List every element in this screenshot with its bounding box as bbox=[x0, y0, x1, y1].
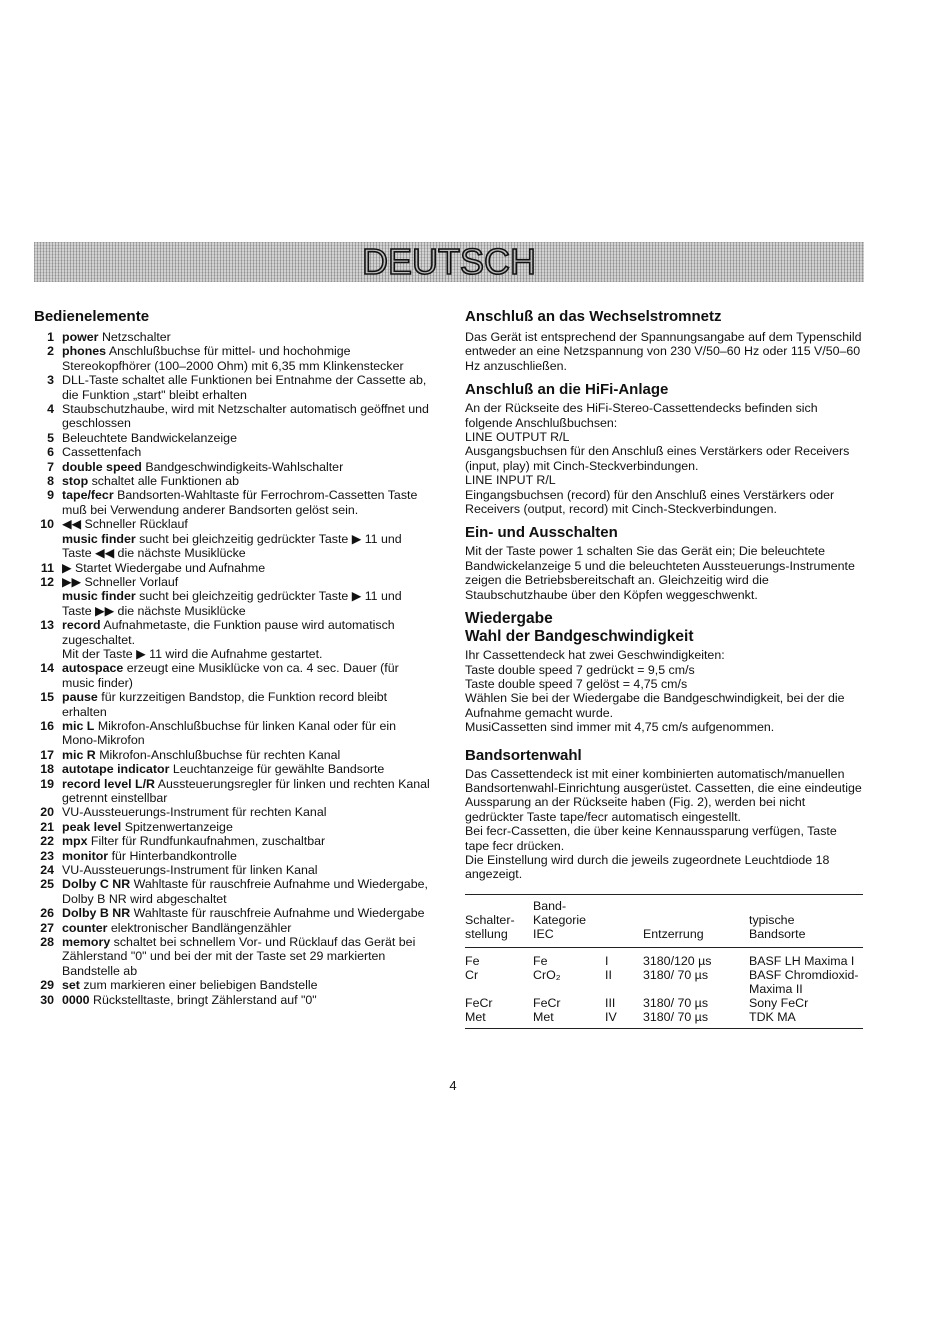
item-number: 27 bbox=[40, 920, 54, 935]
list-item bbox=[34, 647, 434, 661]
item-number: 26 bbox=[40, 906, 54, 921]
item-number: 19 bbox=[40, 776, 54, 791]
item-text: Dolby B NR Wahltaste für rauschfreie Aufnahme und Wiedergabe bbox=[62, 906, 425, 921]
list-item bbox=[34, 935, 434, 978]
list-item bbox=[34, 993, 434, 1007]
item-number: 12 bbox=[40, 574, 54, 589]
list-item bbox=[34, 460, 434, 474]
table-cell: CrO₂ bbox=[533, 967, 561, 982]
item-text: monitor für Hinterbandkontrolle bbox=[62, 848, 237, 863]
table-row bbox=[465, 947, 863, 968]
table-cell: 3180/ 70 µs bbox=[643, 1009, 709, 1024]
item-text: VU-Aussteuerungs-Instrument für rechten Kanal bbox=[62, 805, 327, 820]
paragraph: Die Einstellung wird durch die jeweils zugeordnete Leuchtdiode 18 angezeigt. bbox=[465, 852, 830, 882]
tape-type-table bbox=[465, 894, 863, 1029]
table-cell: Cr bbox=[465, 967, 479, 982]
list-item bbox=[34, 402, 434, 431]
paragraph: Das Cassettendeck ist mit einer kombinierten automatisch/manuellen Bandsortenwahl-Einrichtung ausgerüstet. Cassetten, die eine eindeutige Aussparung an der Rückseite haben (Fig. 2), werden bei nicht gedrückter Taste tape/fecr automatisch eingestellt. bbox=[465, 766, 862, 824]
list-item bbox=[34, 719, 434, 748]
item-number: 5 bbox=[47, 430, 54, 445]
item-number: 9 bbox=[47, 488, 54, 503]
list-item bbox=[34, 589, 434, 618]
item-number: 15 bbox=[40, 690, 54, 705]
table-cell: II bbox=[605, 967, 612, 982]
table-header-row bbox=[465, 894, 863, 947]
col-header: Entzerrung bbox=[643, 926, 704, 941]
list-item bbox=[34, 532, 434, 561]
table-cell: Met bbox=[533, 1009, 554, 1024]
item-number bbox=[34, 589, 62, 618]
list-item bbox=[34, 344, 434, 373]
list-item bbox=[34, 805, 434, 819]
item-text: autotape indicator Leuchtanzeige für gewählte Bandsorte bbox=[62, 762, 385, 777]
list-item bbox=[34, 431, 434, 445]
item-number: 21 bbox=[40, 819, 54, 834]
table-cell: FeCr bbox=[533, 995, 561, 1010]
table-cell: BASF Chromdioxid- Maxima II bbox=[749, 967, 859, 996]
item-text: double speed Bandgeschwindigkeits-Wahlschalter bbox=[62, 459, 344, 474]
table-body bbox=[465, 947, 863, 1028]
list-item bbox=[34, 618, 434, 647]
list-item bbox=[34, 820, 434, 834]
item-text: mic R Mikrofon-Anschlußbuchse für rechten Kanal bbox=[62, 747, 341, 762]
paragraph: Eingangsbuchsen (record) für den Anschluß eines Verstärkers oder Receivers (output, record) mit Cinch-Steckverbindungen. bbox=[465, 487, 835, 517]
item-text: Staubschutzhaube, wird mit Netzschalter automatisch geöffnet und geschlossen bbox=[62, 402, 429, 431]
list-item bbox=[34, 978, 434, 992]
table-row bbox=[465, 996, 863, 1010]
section-heading: Anschluß an das Wechselstromnetz bbox=[465, 308, 722, 325]
list-item bbox=[34, 877, 434, 906]
item-number: 2 bbox=[47, 344, 54, 359]
paragraph: LINE OUTPUT R/L bbox=[465, 430, 570, 445]
item-number: 1 bbox=[47, 330, 54, 344]
section-power bbox=[465, 308, 863, 373]
item-number: 29 bbox=[40, 978, 54, 993]
item-number: 22 bbox=[40, 834, 54, 849]
table-cell: IV bbox=[605, 1009, 617, 1024]
page-number: 4 bbox=[449, 1078, 457, 1093]
item-number: 20 bbox=[40, 805, 54, 820]
item-number bbox=[34, 532, 62, 561]
item-number: 6 bbox=[47, 445, 54, 460]
table-cell: TDK MA bbox=[749, 1009, 796, 1024]
item-number: 30 bbox=[40, 992, 54, 1007]
table-cell: III bbox=[605, 995, 616, 1010]
item-number: 23 bbox=[40, 848, 54, 863]
item-text: ▶ Startet Wiedergabe und Aufnahme bbox=[62, 560, 266, 575]
item-text: Dolby C NR Wahltaste für rauschfreie Aufnahme und Wiedergabe, Dolby B NR wird abgeschaltet bbox=[62, 877, 428, 906]
list-item bbox=[34, 517, 434, 531]
table-cell: 3180/ 70 µs bbox=[643, 967, 709, 982]
paragraph: An der Rückseite des HiFi-Stereo-Cassettendecks befinden sich folgende Anschlußbuchsen: bbox=[465, 401, 818, 430]
paragraph: Ihr Cassettendeck hat zwei Geschwindigkeiten: bbox=[465, 648, 725, 663]
item-text: tape/fecr Bandsorten-Wahltaste für Ferrochrom-Cassetten Taste muß bei Verwendung anderer Bandsorten gelöst sein. bbox=[62, 488, 418, 517]
item-text: set zum markieren einer beliebigen Bandstelle bbox=[62, 978, 318, 993]
list-item bbox=[34, 561, 434, 575]
item-number: 28 bbox=[40, 935, 54, 950]
list-item bbox=[34, 661, 434, 690]
item-text: record Aufnahmetaste, die Funktion pause wird automatisch zugeschaltet. bbox=[62, 618, 395, 647]
section-onoff bbox=[465, 524, 863, 602]
item-text: ◀◀ Schneller Rücklauf bbox=[62, 517, 188, 532]
table-cell: FeCr bbox=[465, 995, 493, 1010]
language-banner bbox=[34, 242, 864, 282]
table-cell: I bbox=[605, 953, 609, 968]
list-item bbox=[34, 748, 434, 762]
item-number: 14 bbox=[40, 661, 54, 676]
controls-column bbox=[34, 308, 434, 1007]
item-text: counter elektronischer Bandlängenzähler bbox=[62, 920, 292, 935]
item-number: 8 bbox=[47, 474, 54, 489]
item-number: 24 bbox=[40, 863, 54, 878]
controls-list bbox=[34, 330, 434, 1007]
paragraph: Mit der Taste power 1 schalten Sie das Gerät ein; Die beleuchtete Bandwickelanzeige 5 und die beleuchteten Aussteuerungs-Instrumente zeigen die Betriebsbereitschaft an. Gleichzeitig wird die Staubschutzhaube über den Köpfen weggeschwenkt. bbox=[465, 544, 855, 602]
list-item bbox=[34, 863, 434, 877]
list-item bbox=[34, 690, 434, 719]
item-text: mic L Mikrofon-Anschlußbuchse für linken Kanal oder für ein Mono-Mikrofon bbox=[62, 718, 397, 748]
section-heading: Ein- und Ausschalten bbox=[465, 524, 618, 542]
table-cell: BASF LH Maxima I bbox=[749, 953, 855, 968]
table-cell: Fe bbox=[465, 953, 480, 968]
item-number: 17 bbox=[40, 747, 54, 762]
item-text: Beleuchtete Bandwickelanzeige bbox=[62, 430, 237, 445]
banner-title: DEUTSCH bbox=[361, 241, 536, 282]
list-item bbox=[34, 575, 434, 589]
list-item bbox=[34, 849, 434, 863]
item-text: stop schaltet alle Funktionen ab bbox=[62, 474, 240, 489]
controls-heading: Bedienelemente bbox=[34, 308, 150, 325]
paragraph: Wählen Sie bei der Wiedergabe die Bandgeschwindigkeit, bei der die Aufnahme gemacht wurde. bbox=[465, 691, 845, 720]
instructions-column bbox=[465, 308, 863, 1029]
table-cell: 3180/120 µs bbox=[643, 953, 712, 968]
item-text: mpx Filter für Rundfunkaufnahmen, zuschaltbar bbox=[62, 834, 326, 849]
item-text: autospace erzeugt eine Musiklücke von ca. 4 sec. Dauer (für music finder) bbox=[62, 661, 399, 690]
col-header bbox=[605, 894, 643, 947]
item-text: Cassettenfach bbox=[62, 445, 142, 460]
table-cell: Met bbox=[465, 1009, 486, 1024]
item-number: 16 bbox=[40, 718, 54, 733]
item-text: music finder sucht bei gleichzeitig gedrückter Taste ▶ 11 und Taste ◀◀ die nächste Musiklücke bbox=[62, 531, 402, 561]
item-number: 18 bbox=[40, 762, 54, 777]
table-cell: 3180/ 70 µs bbox=[643, 995, 709, 1010]
list-item bbox=[34, 906, 434, 920]
item-number bbox=[34, 647, 62, 661]
list-item bbox=[34, 921, 434, 935]
list-item bbox=[34, 777, 434, 806]
paragraph: Bei fecr-Cassetten, die über keine Kennaussparung verfügen, Taste tape fecr drücken. bbox=[465, 824, 837, 853]
item-number: 3 bbox=[47, 373, 54, 388]
item-text: DLL-Taste schaltet alle Funktionen bei Entnahme der Cassette ab, die Funktion „start" bleibt erhalten bbox=[62, 373, 427, 402]
paragraph: Taste double speed 7 gedrückt = 9,5 cm/s bbox=[465, 662, 695, 677]
paragraph: MusiCassetten sind immer mit 4,75 cm/s aufgenommen. bbox=[465, 720, 775, 735]
item-number: 7 bbox=[47, 459, 54, 474]
item-text: power Netzschalter bbox=[62, 330, 171, 344]
item-number: 25 bbox=[40, 877, 54, 892]
item-text: record level L/R Aussteuerungsregler für linken und rechten Kanal getrennt einstellbar bbox=[62, 776, 430, 805]
list-item bbox=[34, 762, 434, 776]
list-item bbox=[34, 488, 434, 517]
section-tape-type bbox=[465, 747, 863, 882]
item-text: pause für kurzzeitigen Bandstop, die Funktion record bleibt erhalten bbox=[62, 690, 388, 719]
item-text: phones Anschlußbuchse für mittel- und hochohmige Stereokopfhörer (100–2000 Ohm) mit 6,35 mm Klinkenstecker bbox=[62, 344, 404, 373]
list-item bbox=[34, 834, 434, 848]
item-text: Mit der Taste ▶ 11 wird die Aufnahme gestartet. bbox=[62, 646, 323, 661]
paragraph: Das Gerät ist entsprechend der Spannungsangabe auf dem Typenschild entweder an eine Netzspannung von 230 V/50–60 Hz oder 115 V/50–60 Hz anzuschließen. bbox=[465, 330, 862, 373]
item-text: ▶▶ Schneller Vorlauf bbox=[62, 574, 179, 589]
item-number: 4 bbox=[47, 402, 54, 417]
table-row bbox=[465, 1010, 863, 1029]
table-row bbox=[465, 968, 863, 996]
col-header: typische Bandsorte bbox=[749, 912, 806, 941]
paragraph: Ausgangsbuchsen für den Anschluß eines Verstärkers oder Receivers (input, play) mit Cinch-Steckverbindungen. bbox=[465, 444, 850, 473]
paragraph: Taste double speed 7 gelöst = 4,75 cm/s bbox=[465, 676, 688, 691]
list-item bbox=[34, 330, 434, 344]
section-heading: Anschluß an die HiFi-Anlage bbox=[465, 381, 669, 399]
section-heading: Bandsortenwahl bbox=[465, 746, 582, 764]
table-cell: Fe bbox=[533, 953, 548, 968]
col-header: Schalter- stellung bbox=[465, 912, 515, 941]
item-text: VU-Aussteuerungs-Instrument für linken Kanal bbox=[62, 863, 318, 878]
list-item bbox=[34, 373, 434, 402]
section-playback bbox=[465, 610, 863, 734]
list-item bbox=[34, 445, 434, 459]
section-hifi bbox=[465, 381, 863, 516]
list-item bbox=[34, 474, 434, 488]
item-number: 13 bbox=[40, 618, 54, 633]
item-text: music finder sucht bei gleichzeitig gedrückter Taste ▶ 11 und Taste ▶▶ die nächste Musiklücke bbox=[62, 589, 402, 618]
section-subheading: Wahl der Bandgeschwindigkeit bbox=[465, 628, 694, 646]
col-header: Band- Kategorie IEC bbox=[533, 898, 587, 941]
section-heading: Wiedergabe bbox=[465, 610, 553, 628]
item-number: 10 bbox=[40, 517, 54, 532]
paragraph: LINE INPUT R/L bbox=[465, 473, 556, 488]
item-text: peak level Spitzenwertanzeige bbox=[62, 819, 233, 834]
item-number: 11 bbox=[40, 560, 54, 575]
item-text: 0000 Rückstelltaste, bringt Zählerstand auf "0" bbox=[62, 992, 317, 1007]
item-text: memory schaltet bei schnellem Vor- und Rücklauf das Gerät bei Zählerstand "0" und bei der mit der Taste set 29 markierten Bandstelle ab bbox=[62, 935, 416, 978]
table-cell: Sony FeCr bbox=[749, 995, 809, 1010]
